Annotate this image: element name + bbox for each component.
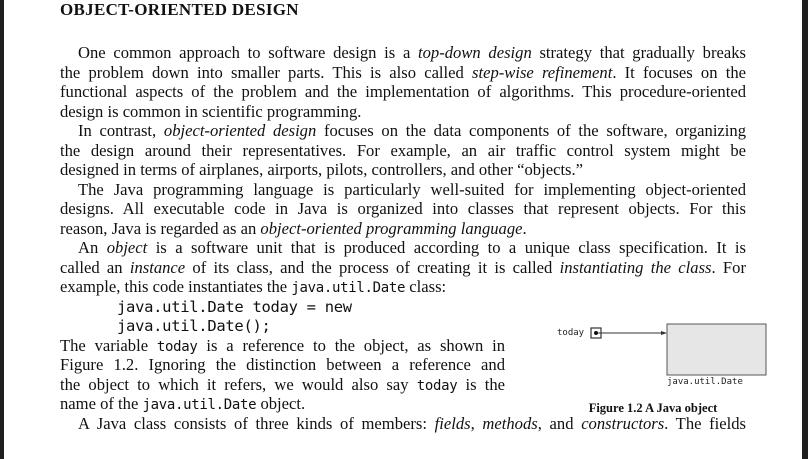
italic-term: top-down design: [418, 43, 532, 62]
text-run: The Java programming language is particularly well-suited for implementing object-oriented: [78, 179, 746, 199]
text-run: focuses on the data components of the software, organizing: [316, 121, 746, 140]
italic-term: constructors: [581, 413, 665, 433]
text-run: An: [78, 238, 107, 257]
text-run: name of the: [60, 394, 143, 413]
text-run: designed in terms of airplanes, airports, pilots, controllers, and other “objects.”: [60, 160, 584, 179]
text-run: strategy that gradually breaks: [531, 43, 746, 62]
inline-code: java.util.Date();: [117, 317, 271, 335]
code-line: [117, 297, 803, 317]
italic-term: object-oriented programming language: [260, 218, 523, 238]
text-run: the problem down into smaller parts. This is also called: [60, 62, 473, 82]
figure-variable-label: today: [557, 328, 585, 338]
viewer-left-border: [0, 0, 4, 459]
text-run: example, this code instantiates the: [60, 277, 292, 296]
text-line: [60, 375, 505, 395]
text-run: One common approach to software design is a: [78, 43, 419, 62]
inline-code: java.util.Date: [291, 280, 406, 296]
italic-term: instance: [129, 257, 186, 277]
text-run: . It focuses on the: [612, 62, 746, 82]
inline-code: today: [416, 377, 458, 394]
text-run: reason, Java is regarded as an: [60, 218, 261, 238]
text-run: Figure 1.2. Ignoring the distinction between a reference and: [60, 355, 505, 374]
text-run: . For: [711, 257, 746, 277]
italic-term: instantiating the class: [559, 257, 712, 277]
text-line: [60, 355, 505, 375]
text-run: In contrast,: [78, 121, 164, 140]
text-run: .: [522, 218, 527, 238]
italic-term: object-oriented design: [163, 121, 317, 140]
text-run: called an: [60, 257, 130, 277]
text-run: is a reference to the object, as shown in: [197, 335, 506, 355]
figure-caption: Figure 1.2 A Java object: [588, 401, 718, 415]
text-line: [78, 43, 746, 63]
arrow-head-icon: [661, 331, 667, 335]
text-line: [78, 414, 746, 434]
inline-code: today: [156, 338, 198, 355]
text-run: designs. All executable code in Java is organized into classes that represent objects. For this: [60, 199, 746, 218]
text-run: . The fields: [664, 413, 747, 433]
text-run: class:: [405, 277, 447, 296]
text-line: [78, 238, 746, 258]
text-line: [60, 160, 746, 180]
text-run: design is common in scientific programming.: [60, 101, 362, 121]
text-line: [78, 121, 746, 141]
text-line: [60, 258, 746, 278]
text-run: is the: [457, 374, 506, 394]
text-run: ,: [470, 413, 483, 433]
section-heading: OBJECT-ORIENTED DESIGN: [60, 0, 299, 19]
text-line: [60, 141, 746, 161]
figure-object-label: java.util.Date: [667, 377, 743, 387]
text-run: , and: [537, 413, 582, 433]
text-run: functional aspects of the problem and the implementation of algorithms. This procedure-oriented: [60, 82, 746, 101]
text-line: [60, 219, 746, 239]
text-line: [60, 277, 746, 297]
italic-term: fields: [434, 413, 471, 433]
inline-code: java.util.Date: [142, 397, 257, 413]
text-line: [60, 394, 505, 414]
text-line: [60, 82, 746, 102]
text-run: is a software unit that is produced according to a unique class specification. It is: [147, 238, 746, 257]
viewer-right-border: [802, 0, 808, 459]
text-line: [60, 199, 746, 219]
text-run: the design around their representatives. For example, an air traffic control system might be: [60, 140, 746, 160]
text-run: object.: [256, 394, 306, 413]
object-box: [667, 324, 766, 375]
italic-term: object: [106, 238, 148, 257]
text-line: [78, 180, 746, 200]
italic-term: step-wise refinement: [472, 62, 613, 82]
text-run: of its class, and the process of creating it is called: [185, 257, 560, 277]
reference-dot: [594, 331, 598, 335]
text-line: [60, 102, 746, 122]
text-run: A Java class consists of three kinds of members:: [78, 413, 435, 433]
text-run: the object to which it refers, we would also say: [60, 374, 417, 394]
text-line: [60, 336, 505, 356]
inline-code: java.util.Date today = new: [117, 297, 352, 316]
text-line: [60, 63, 746, 83]
figure-diagram: [585, 318, 775, 380]
italic-term: methods: [482, 413, 538, 433]
text-run: The variable: [60, 335, 157, 355]
